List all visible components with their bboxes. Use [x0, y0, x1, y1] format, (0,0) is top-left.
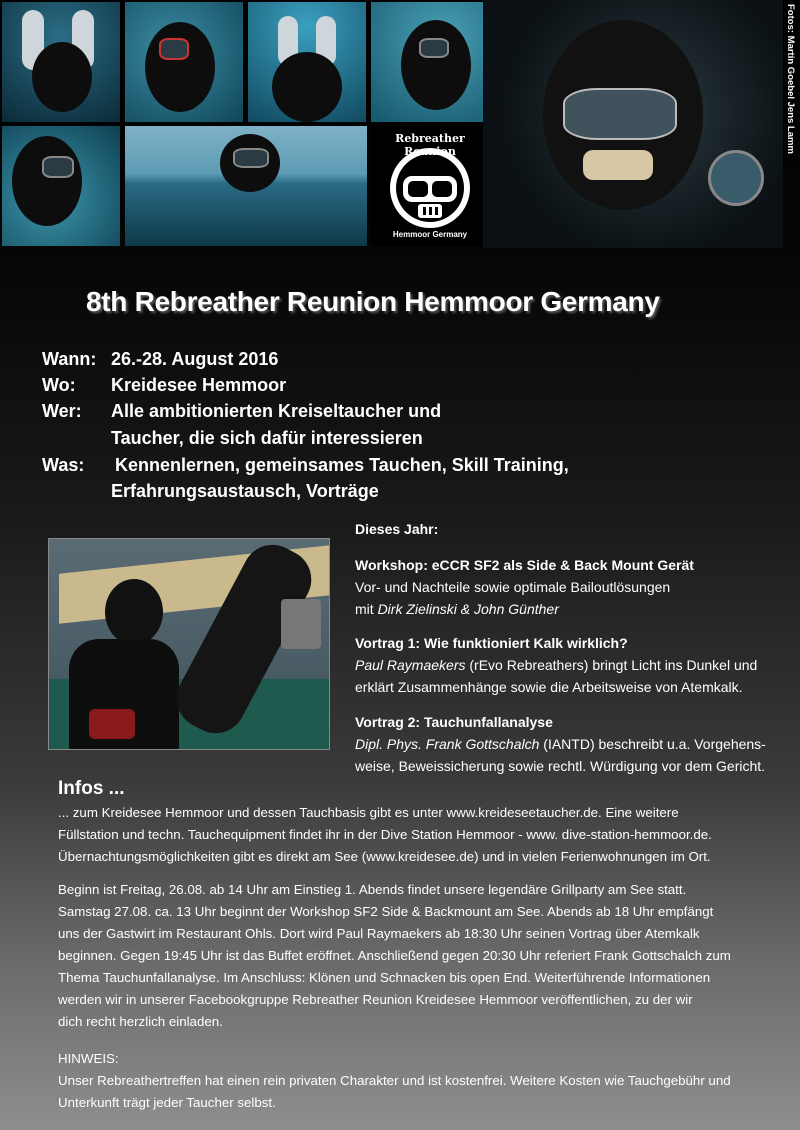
workshop-names: Dirk Zielinski & John Günther — [377, 601, 559, 617]
text-line: Füllstation und techn. Tauchequipment findet ihr in der Dive Station Hemmoor - www. dive-station-hemmoor.de. — [58, 827, 712, 842]
infos-paragraph-1 — [58, 802, 788, 868]
workshop-line1: Vor- und Nachteile sowie optimale Bailoutlösungen — [355, 579, 671, 595]
talk2-line1: Dipl. Phys. Frank Gottschalch (IANTD) beschreibt u.a. Vorgehens- — [355, 736, 766, 752]
detail-value: Taucher, die sich dafür interessieren — [111, 428, 423, 448]
detail-value: Kennenlernen, gemeinsames Tauchen, Skill Training, — [115, 455, 569, 475]
photo-diver-1 — [2, 2, 120, 122]
detail-value: Erfahrungsaustausch, Vorträge — [111, 481, 379, 501]
workshop-line2: mit Dirk Zielinski & John Günther — [355, 601, 559, 617]
logo-top-text: Rebreather Reunion — [395, 132, 465, 158]
photo-diver-large — [483, 0, 783, 248]
photo-credit: Fotos: Martin Goebel Jens Lamm — [785, 4, 796, 154]
workshop-block — [355, 554, 694, 620]
detail-value: Alle ambitionierten Kreiseltaucher und — [111, 401, 442, 421]
text-line: werden wir in unserer Facebookgruppe Rebreather Reunion Kreidesee Hemmoor veröffentlichen, zu der wir — [58, 992, 693, 1007]
detail-label: Wo: — [42, 375, 76, 395]
photo-diver-4 — [371, 2, 489, 122]
photo-rebreather-diver — [48, 538, 330, 750]
page-title: 8th Rebreather Reunion Hemmoor Germany — [86, 286, 660, 317]
workshop-title: Workshop: eCCR SF2 als Side & Back Mount Gerät — [355, 557, 694, 573]
text-line: Übernachtungsmöglichkeiten gibt es direkt am See (www.kreidesee.de) und in vielen Ferienwohnungen im Ort. — [58, 849, 711, 864]
talk1-line1: Paul Raymaekers (rEvo Rebreathers) bringt Licht ins Dunkel und — [355, 657, 758, 673]
talk1-line2: erklärt Zusammenhänge sowie die Arbeitsweise von Atemkalk. — [355, 679, 743, 695]
detail-label: Wann: — [42, 349, 97, 369]
infos-heading: Infos ... — [58, 778, 125, 799]
photo-diver-3 — [248, 2, 366, 122]
text-line: Beginn ist Freitag, 26.08. ab 14 Uhr am Einstieg 1. Abends findet unsere legendäre Grillparty am See statt. — [58, 882, 687, 897]
text-line: Thema Tauchunfallanalyse. Im Anschluss: Klönen und Schnacken bis open End. Weiterführende Informationen — [58, 970, 711, 985]
text-line: Unser Rebreathertreffen hat einen rein privaten Charakter und ist kostenfrei. Weitere Kosten wie Tauchgebühr und — [58, 1073, 731, 1088]
text-line: ... zum Kreidesee Hemmoor und dessen Tauchbasis gibt es unter www.kreideseetaucher.de. Eine weitere — [58, 805, 679, 820]
detail-label: Was: — [42, 455, 85, 475]
talk2-line2: weise, Beweissicherung sowie rechtl. Würdigung vor dem Gericht. — [355, 758, 766, 774]
detail-value: 26.-28. August 2016 — [111, 349, 279, 369]
talk2-speaker: Dipl. Phys. Frank Gottschalch — [355, 736, 540, 752]
talk1-block — [355, 632, 757, 698]
talk1-title: Vortrag 1: Wie funktioniert Kalk wirklich? — [355, 635, 628, 651]
talk2-block — [355, 711, 766, 777]
infos-paragraph-2 — [58, 879, 788, 1033]
logo-panel — [371, 126, 489, 246]
notice-block — [58, 1048, 788, 1114]
photo-diver-6 — [125, 126, 367, 246]
logo-bottom-text: Hemmoor Germany — [392, 230, 468, 239]
notice-heading: HINWEIS: — [58, 1051, 119, 1066]
detail-value: Kreidesee Hemmoor — [111, 375, 287, 395]
photo-diver-5 — [2, 126, 120, 246]
text-line: uns der Gastwirt im Restaurant Ohls. Dort wird Paul Raymaekers ab 18:30 Uhr seinen Vortrag über Atemkalk — [58, 926, 700, 941]
text-line: Samstag 27.08. ca. 13 Uhr beginnt der Workshop SF2 Side & Backmount am See. Abends ab 18 Uhr empfängt — [58, 904, 714, 919]
text-line: Unterkunft trägt jeder Taucher selbst. — [58, 1095, 276, 1110]
detail-label: Wer: — [42, 401, 82, 421]
program-heading: Dieses Jahr: — [355, 521, 439, 537]
text-line: beginnen. Gegen 19:45 Uhr ist das Buffet eröffnet. Anschließend gegen 20:30 Uhr referiert Frank Gottschalch zum — [58, 948, 731, 963]
talk2-title: Vortrag 2: Tauchunfallanalyse — [355, 714, 553, 730]
photo-diver-2 — [125, 2, 243, 122]
talk1-speaker: Paul Raymaekers — [355, 657, 466, 673]
text-line: dich recht herzlich einladen. — [58, 1014, 223, 1029]
